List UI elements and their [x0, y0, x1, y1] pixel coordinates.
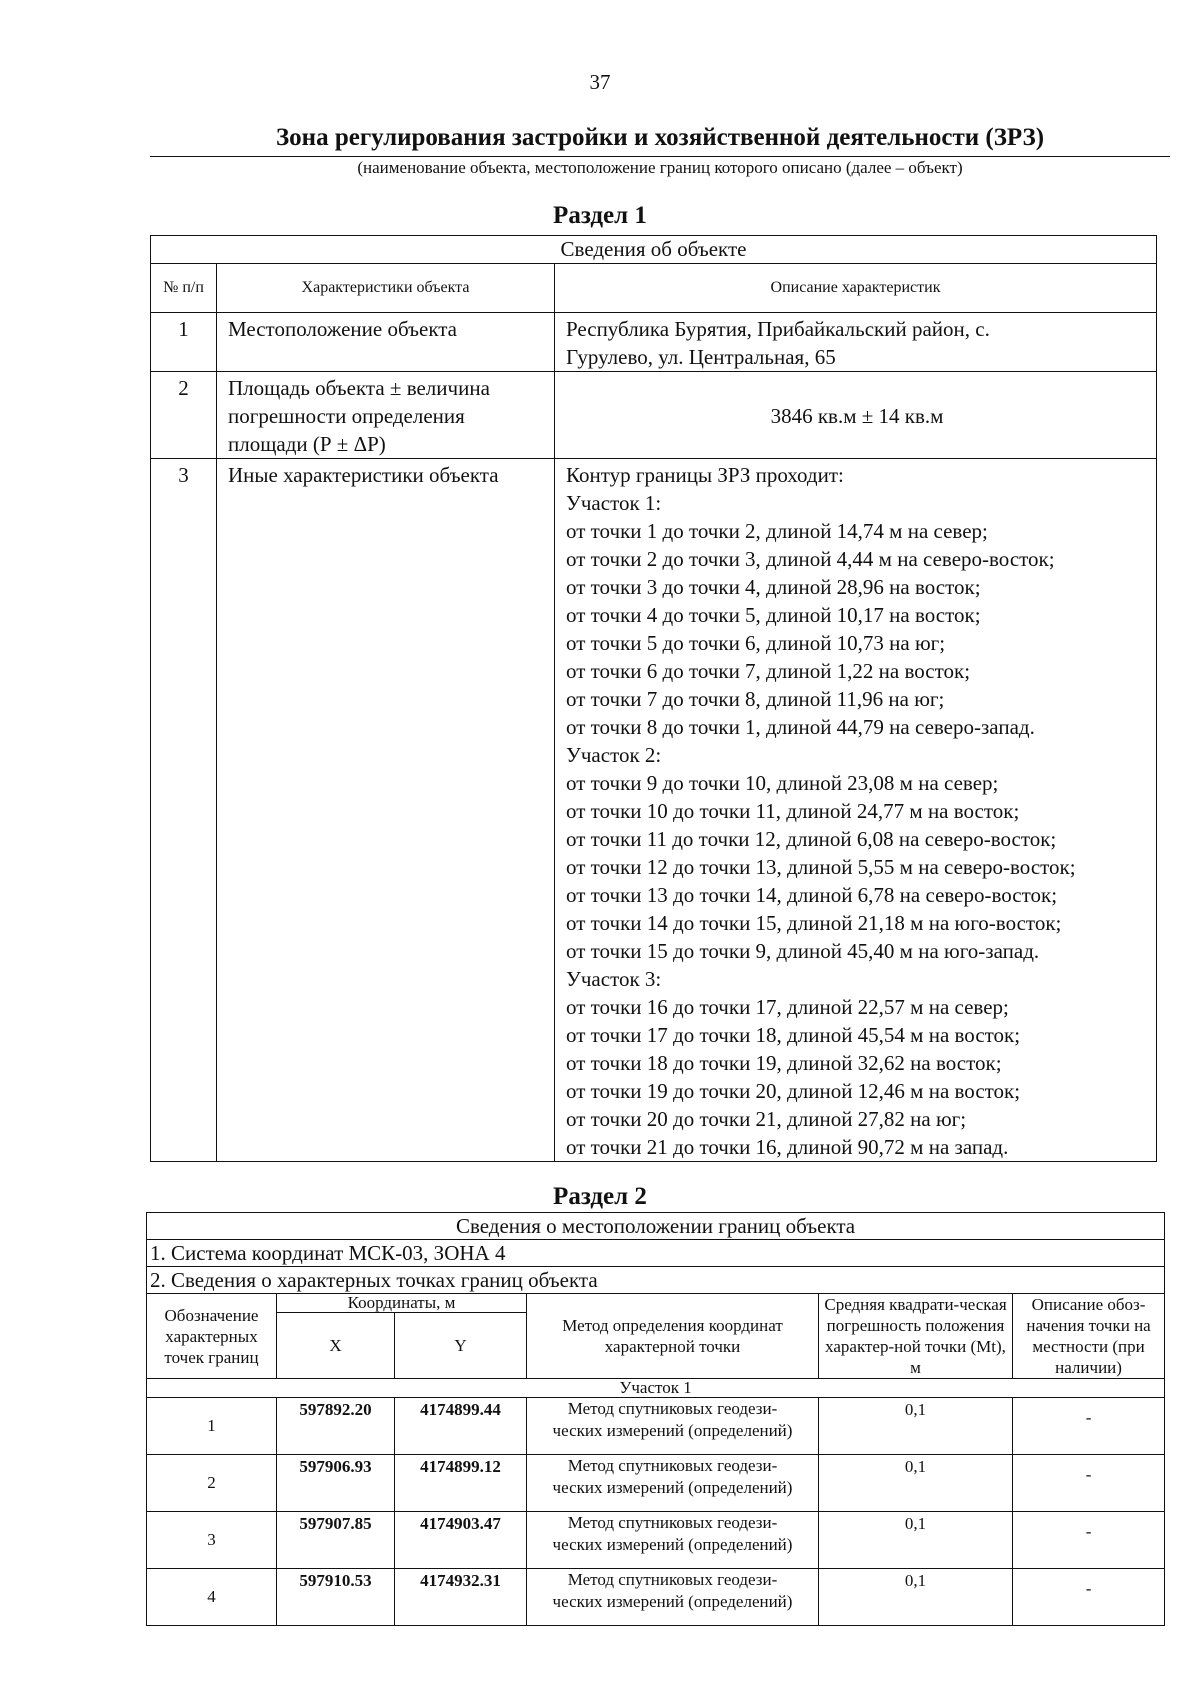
- description-line: 3846 кв.м ± 14 кв.м: [770, 404, 944, 428]
- header-designation: Обозначение характерных точек границ: [147, 1294, 277, 1379]
- description-line: от точки 9 до точки 10, длиной 23,08 м на север;: [566, 771, 999, 795]
- page-number: 37: [589, 70, 611, 94]
- header-point-description: Описание обоз-начения точки на местности (при наличии): [1013, 1294, 1165, 1379]
- header-characteristic: Характеристики объекта: [217, 264, 555, 313]
- points-heading: 2. Сведения о характерных точках границ объекта: [147, 1267, 1165, 1294]
- description-line: от точки 20 до точки 21, длиной 27,82 на юг;: [566, 1107, 967, 1131]
- document-subtitle: (наименование объекта, местоположение границ которого описано (далее – объект): [357, 158, 963, 177]
- point-description: -: [1013, 1398, 1165, 1455]
- coordinate-x: 597907.85: [277, 1512, 395, 1569]
- description-line: от точки 19 до точки 20, длиной 12,46 м на восток;: [566, 1079, 1021, 1103]
- section2-caption: Сведения о местоположении границ объекта: [147, 1213, 1165, 1240]
- coordinate-x: 597906.93: [277, 1455, 395, 1512]
- method-line: ческих измерений (определений): [552, 1421, 793, 1440]
- method-line: Метод спутниковых геодези-: [567, 1570, 778, 1589]
- method-line: ческих измерений (определений): [552, 1592, 793, 1611]
- description-line: Участок 1:: [566, 491, 662, 515]
- description-line: Контур границы ЗРЗ проходит:: [566, 463, 844, 487]
- method-cell: [527, 1398, 819, 1455]
- row-num: 3: [151, 459, 217, 1162]
- coordinate-y: 4174899.12: [395, 1455, 527, 1512]
- method-line: Метод спутниковых геодези-: [567, 1399, 778, 1418]
- table-row: [147, 1569, 1165, 1626]
- section1-caption: Сведения об объекте: [151, 236, 1157, 264]
- coordinate-y: 4174903.47: [395, 1512, 527, 1569]
- description-line: от точки 4 до точки 5, длиной 10,17 на восток;: [566, 603, 981, 627]
- description-line: от точки 21 до точки 16, длиной 90,72 м на запад.: [566, 1135, 1009, 1159]
- method-line: ческих измерений (определений): [552, 1535, 793, 1554]
- point-description: -: [1013, 1455, 1165, 1512]
- description-line: от точки 2 до точки 3, длиной 4,44 м на северо-восток;: [566, 547, 1055, 571]
- point-number: 3: [147, 1512, 277, 1569]
- description-line: Участок 3:: [566, 967, 662, 991]
- description-line: от точки 18 до точки 19, длиной 32,62 на восток;: [566, 1051, 1002, 1075]
- point-number: 2: [147, 1455, 277, 1512]
- point-number: 4: [147, 1569, 277, 1626]
- header-num: № п/п: [151, 264, 217, 313]
- row-characteristic: Местоположение объекта: [217, 313, 555, 372]
- point-description: -: [1013, 1512, 1165, 1569]
- description-line: от точки 14 до точки 15, длиной 21,18 м на юго-восток;: [566, 911, 1062, 935]
- section1-title: Раздел 1: [553, 202, 647, 229]
- mean-square-error: 0,1: [819, 1569, 1013, 1626]
- row-characteristic: Площадь объекта ± величина погрешности определения площади (Р ± ΔР): [217, 372, 555, 459]
- subsection-label: Участок 1: [147, 1379, 1165, 1398]
- table-row: [147, 1512, 1165, 1569]
- coordinate-x: 597892.20: [277, 1398, 395, 1455]
- description-line: от точки 12 до точки 13, длиной 5,55 м на северо-восток;: [566, 855, 1076, 879]
- mean-square-error: 0,1: [819, 1455, 1013, 1512]
- mean-square-error: 0,1: [819, 1512, 1013, 1569]
- row-num: 2: [151, 372, 217, 459]
- row-description: [555, 372, 1157, 459]
- description-line: от точки 16 до точки 17, длиной 22,57 м на север;: [566, 995, 1009, 1019]
- point-number: 1: [147, 1398, 277, 1455]
- title-underline: [150, 156, 1170, 157]
- description-line: от точки 1 до точки 2, длиной 14,74 м на север;: [566, 519, 988, 543]
- method-cell: [527, 1455, 819, 1512]
- section2-title: Раздел 2: [553, 1183, 647, 1210]
- object-info-table: [150, 235, 1157, 1162]
- row-description: [555, 459, 1157, 1162]
- description-line: от точки 13 до точки 14, длиной 6,78 на северо-восток;: [566, 883, 1058, 907]
- description-line: от точки 6 до точки 7, длиной 1,22 на восток;: [566, 659, 971, 683]
- document-title: Зона регулирования застройки и хозяйственной деятельности (ЗРЗ): [275, 124, 1045, 151]
- boundary-points-table: [146, 1212, 1165, 1626]
- method-cell: [527, 1512, 819, 1569]
- header-coordinates: Координаты, м: [277, 1294, 527, 1313]
- table-row: [147, 1455, 1165, 1512]
- row-characteristic: Иные характеристики объекта: [217, 459, 555, 1162]
- header-description: Описание характеристик: [555, 264, 1157, 313]
- method-cell: [527, 1569, 819, 1626]
- row-description: [555, 313, 1157, 372]
- description-line: от точки 17 до точки 18, длиной 45,54 м на восток;: [566, 1023, 1021, 1047]
- description-line: от точки 11 до точки 12, длиной 6,08 на северо-восток;: [566, 827, 1057, 851]
- header-method: Метод определения координат характерной точки: [527, 1294, 819, 1379]
- description-line: от точки 10 до точки 11, длиной 24,77 м на восток;: [566, 799, 1020, 823]
- description-line: от точки 3 до точки 4, длиной 28,96 на восток;: [566, 575, 981, 599]
- coordinate-system: 1. Система координат МСК-03, ЗОНА 4: [147, 1240, 1165, 1267]
- method-line: ческих измерений (определений): [552, 1478, 793, 1497]
- description-line: от точки 7 до точки 8, длиной 11,96 на юг;: [566, 687, 945, 711]
- point-description: -: [1013, 1569, 1165, 1626]
- coordinate-x: 597910.53: [277, 1569, 395, 1626]
- table-row: [147, 1398, 1165, 1455]
- description-line: от точки 5 до точки 6, длиной 10,73 на юг;: [566, 631, 946, 655]
- method-line: Метод спутниковых геодези-: [567, 1456, 778, 1475]
- coordinate-y: 4174932.31: [395, 1569, 527, 1626]
- header-x: X: [277, 1313, 395, 1379]
- header-error: Средняя квадрати-ческая погрешность положения характер-ной точки (Mt), м: [819, 1294, 1013, 1379]
- header-y: Y: [395, 1313, 527, 1379]
- description-line: Гурулево, ул. Центральная, 65: [566, 345, 836, 369]
- coordinate-y: 4174899.44: [395, 1398, 527, 1455]
- method-line: Метод спутниковых геодези-: [567, 1513, 778, 1532]
- description-line: от точки 15 до точки 9, длиной 45,40 м на юго-запад.: [566, 939, 1040, 963]
- row-num: 1: [151, 313, 217, 372]
- mean-square-error: 0,1: [819, 1398, 1013, 1455]
- description-line: от точки 8 до точки 1, длиной 44,79 на северо-запад.: [566, 715, 1035, 739]
- description-line: Республика Бурятия, Прибайкальский район, с.: [566, 317, 990, 341]
- description-line: Участок 2:: [566, 743, 662, 767]
